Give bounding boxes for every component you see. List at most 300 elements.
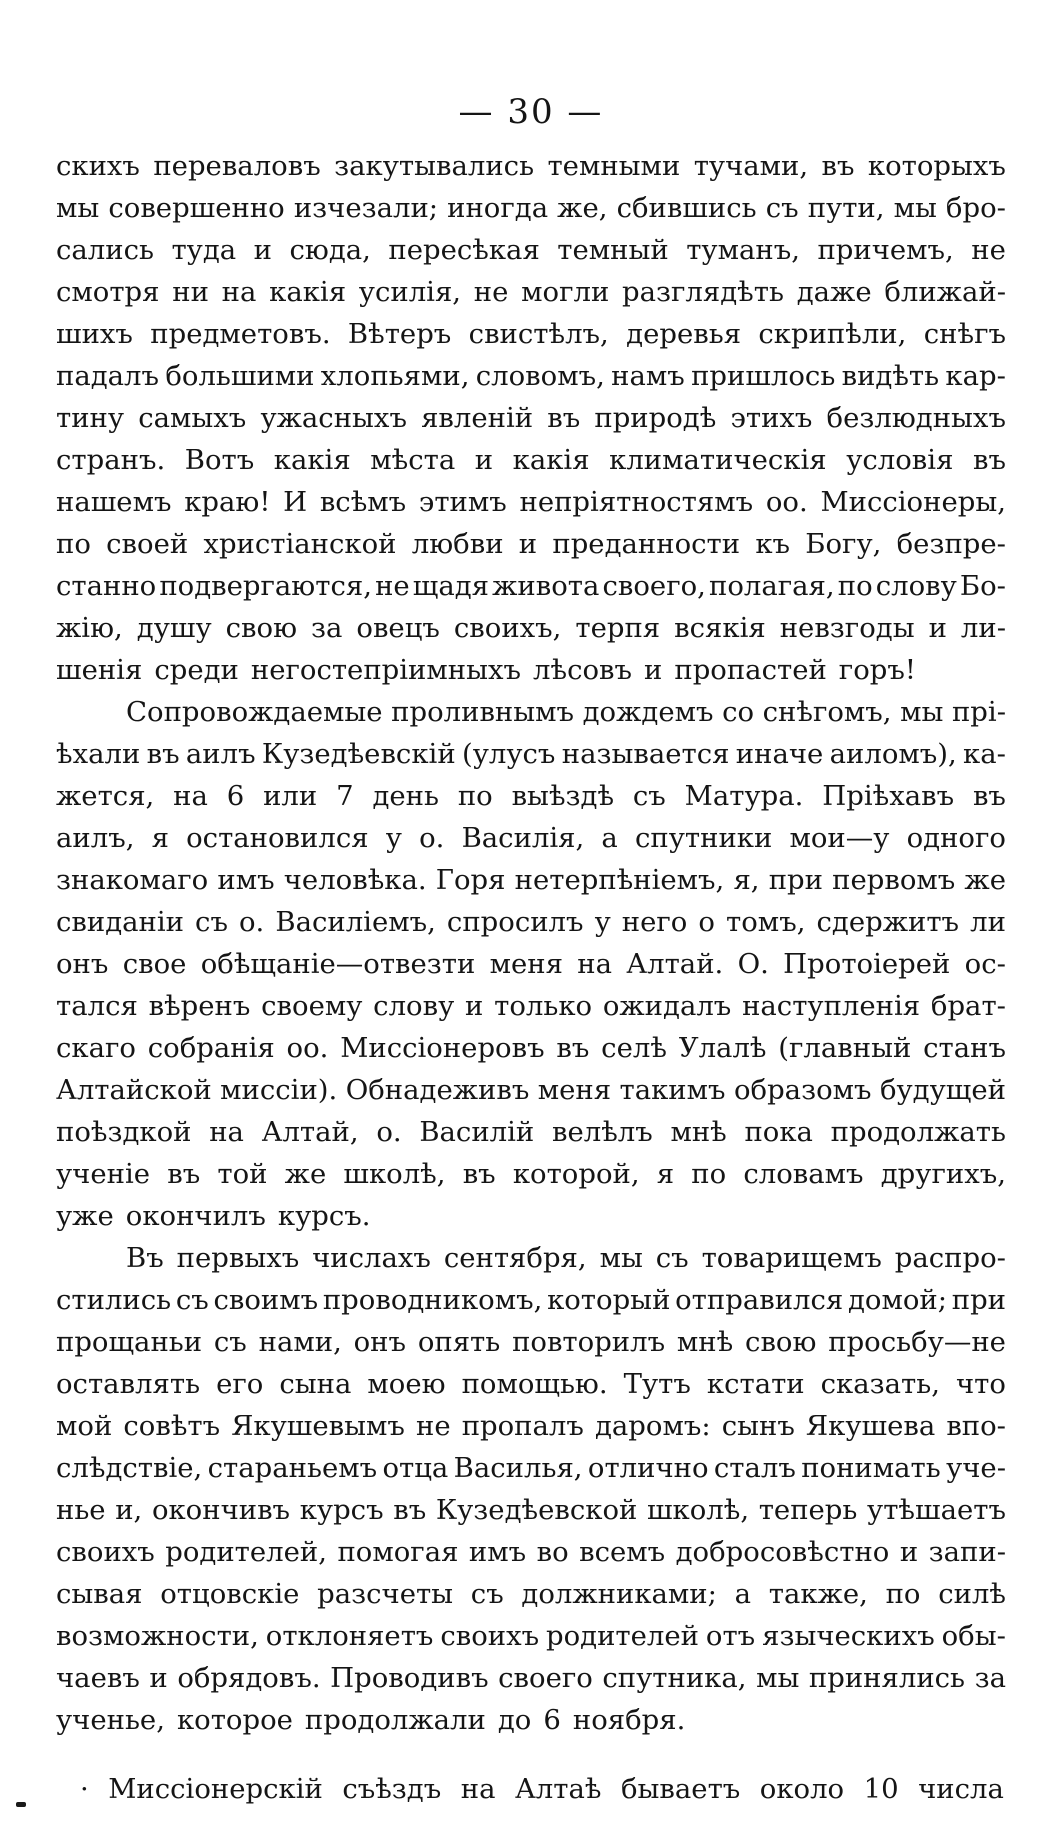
word: а — [734, 1578, 752, 1610]
text-line — [56, 985, 1006, 1027]
word: повторилъ — [512, 1326, 666, 1358]
word: брат- — [930, 990, 1006, 1022]
text-line — [56, 649, 1006, 691]
word: ближай- — [884, 276, 1006, 308]
word: сывая — [56, 1578, 143, 1610]
word: сентября, — [443, 1242, 587, 1274]
word: терпя — [575, 612, 661, 644]
word: окончивъ — [151, 1494, 291, 1526]
word: я — [151, 822, 169, 854]
word: которое — [176, 1704, 293, 1736]
word: принялись — [808, 1662, 966, 1694]
word: пока — [744, 1116, 813, 1148]
word: аилъ — [185, 738, 256, 770]
word: другихъ, — [880, 1158, 1006, 1190]
word: переваловъ — [153, 150, 321, 182]
word: всякія — [674, 612, 766, 644]
word: съ — [213, 1326, 247, 1358]
word: сбившись — [616, 192, 757, 224]
word: въ — [547, 402, 581, 434]
text-line — [56, 1363, 1006, 1405]
word: родителей — [546, 1620, 699, 1652]
word: и, — [115, 1494, 143, 1526]
word: тался — [56, 990, 138, 1022]
word: щадя — [412, 570, 490, 602]
word: 10 — [863, 1773, 899, 1805]
word: опять — [417, 1326, 501, 1358]
word: въ — [167, 1158, 201, 1190]
word: съ — [175, 1284, 209, 1316]
word: него — [621, 906, 688, 938]
word: помощью. — [461, 1368, 608, 1400]
word: селѣ — [601, 1032, 667, 1064]
word: о. — [239, 906, 265, 938]
word: онъ — [353, 1326, 407, 1358]
word: Василья, — [453, 1452, 583, 1484]
word: 7 — [336, 780, 354, 812]
word: спросилъ — [446, 906, 584, 938]
word: странъ. — [56, 444, 166, 476]
word: свое — [122, 948, 187, 980]
text-line — [56, 817, 1006, 859]
text-line — [56, 565, 1006, 607]
text-line — [56, 1489, 1006, 1531]
word: его — [216, 1368, 264, 1400]
word: могли — [521, 276, 610, 308]
word: душу — [136, 612, 212, 644]
word: во — [536, 1536, 569, 1568]
word: сюда, — [289, 234, 371, 266]
word: овецъ — [356, 612, 440, 644]
word: по — [691, 1158, 727, 1190]
word: слѣдствіе, — [56, 1452, 203, 1484]
word: при — [768, 864, 823, 896]
word: мы — [900, 696, 944, 728]
text-line — [56, 943, 1006, 985]
word: имъ — [468, 1536, 527, 1568]
word: Якушева — [805, 1410, 936, 1442]
word: скихъ — [56, 150, 140, 182]
word: видѣть — [841, 360, 940, 392]
word: тину — [56, 402, 125, 434]
word: ѣхали — [56, 738, 141, 770]
word: Алтайской — [56, 1074, 212, 1106]
text-line — [56, 1447, 1006, 1489]
word: кстати — [706, 1368, 805, 1400]
word: числахъ — [312, 1242, 431, 1274]
word: человѣка. — [283, 864, 427, 896]
word: уже — [56, 1200, 114, 1232]
word: собранія — [147, 1032, 275, 1064]
word: на — [221, 276, 257, 308]
word: не — [375, 570, 410, 602]
word: и — [518, 528, 538, 560]
word: о. — [419, 822, 445, 854]
word: миссіи). — [220, 1074, 338, 1106]
word: Протоіерей — [783, 948, 951, 980]
word: О. — [737, 948, 769, 980]
text-line — [56, 229, 1006, 271]
text-line — [56, 397, 1006, 439]
word: съ — [655, 1242, 689, 1274]
word: своихъ — [440, 1620, 540, 1652]
word: не — [415, 1410, 451, 1442]
word: своихъ, — [453, 612, 562, 644]
word: даже — [796, 276, 872, 308]
word: обы- — [941, 1620, 1006, 1652]
text-line — [56, 1279, 1006, 1321]
word: полагая, — [709, 570, 835, 602]
word: живота — [492, 570, 600, 602]
word: знакомаго — [56, 864, 209, 896]
word: своему — [261, 990, 363, 1022]
word: своего — [498, 1662, 593, 1694]
word: товарищемъ — [701, 1242, 882, 1274]
word: на — [460, 1773, 496, 1805]
word: аиломъ), — [829, 738, 957, 770]
word: какія — [269, 276, 347, 308]
word: окончилъ — [125, 1200, 266, 1232]
word: явленій — [421, 402, 534, 434]
word: Василіемъ, — [275, 906, 436, 938]
word: туманъ, — [686, 234, 800, 266]
word: сказать, — [820, 1368, 940, 1400]
word: Пріѣхавъ — [822, 780, 955, 812]
word: съ — [632, 780, 666, 812]
word: Василій — [419, 1116, 535, 1148]
word: въ — [556, 1032, 590, 1064]
word: пришлось — [691, 360, 836, 392]
word: мои—у — [789, 822, 890, 854]
word: у — [385, 822, 402, 854]
word: курсъ — [299, 1494, 384, 1526]
text-line — [56, 859, 1006, 901]
word: на — [173, 780, 208, 812]
word: день — [372, 780, 439, 812]
word: смотря — [56, 276, 160, 308]
word: этимъ — [418, 486, 507, 518]
word: въ — [393, 1494, 427, 1526]
word: должниками; — [521, 1578, 717, 1610]
word: онъ — [56, 948, 109, 980]
word: мы — [756, 1662, 800, 1694]
word: бро- — [945, 192, 1006, 224]
word: своего, — [602, 570, 706, 602]
word: безпре- — [896, 528, 1006, 560]
word: остановился — [186, 822, 369, 854]
word: Алтаѣ — [514, 1773, 602, 1805]
word: среди — [154, 654, 239, 686]
word: даромъ: — [594, 1410, 711, 1442]
word: съ — [470, 1578, 504, 1610]
word: Матура. — [684, 780, 804, 812]
word: непріятностямъ — [519, 486, 754, 518]
word: Вотъ — [184, 444, 255, 476]
word: меня — [489, 948, 563, 980]
word: что — [955, 1368, 1006, 1400]
word: Миссіонеровъ — [340, 1032, 545, 1064]
word: просьбу—не — [828, 1326, 1006, 1358]
word: спутники — [634, 822, 773, 854]
word: сдержитъ — [816, 906, 960, 938]
word: же, — [557, 192, 608, 224]
word: отклоняетъ — [265, 1620, 434, 1652]
word: который — [547, 1284, 671, 1316]
word: отцовскіе — [160, 1578, 300, 1610]
word: и — [644, 654, 663, 686]
word: въ — [821, 150, 855, 182]
word: изчезали; — [293, 192, 439, 224]
word: темными — [547, 150, 681, 182]
word: моею — [367, 1368, 446, 1400]
text-line — [56, 1027, 1006, 1069]
word: Якушевымъ — [231, 1410, 405, 1442]
word: только — [494, 990, 593, 1022]
word: меня — [537, 1074, 612, 1106]
text-line — [56, 1657, 1006, 1699]
word: при — [951, 1284, 1006, 1316]
word: ос- — [964, 948, 1006, 980]
word: называется — [561, 738, 730, 770]
word: мнѣ — [670, 1116, 727, 1148]
word: добросовѣстно — [675, 1536, 890, 1568]
word: скаго — [56, 1032, 136, 1064]
word: велѣлъ — [551, 1116, 653, 1148]
word: нами, — [258, 1326, 342, 1358]
word: мы — [599, 1242, 643, 1274]
word: прі- — [951, 696, 1006, 728]
word: не — [971, 234, 1006, 266]
word: тучами, — [693, 150, 809, 182]
word: поѣздкой — [56, 1116, 192, 1148]
word: наступленія — [742, 990, 921, 1022]
text-line — [56, 1195, 1006, 1237]
word: которой, — [512, 1158, 640, 1190]
word: туда — [171, 234, 237, 266]
word: ли- — [960, 612, 1006, 644]
word: свистѣлъ, — [468, 318, 609, 350]
word: нье — [56, 1494, 106, 1526]
word: оо. — [286, 1032, 329, 1064]
word: такимъ — [619, 1074, 726, 1106]
text-line — [56, 1405, 1006, 1447]
text-line — [56, 271, 1006, 313]
word: на — [577, 948, 612, 980]
word: въ — [972, 444, 1006, 476]
word: и — [928, 612, 947, 644]
word: впо- — [946, 1410, 1006, 1442]
word: кар- — [945, 360, 1006, 392]
word: совершенно — [108, 192, 285, 224]
word: свиданіи — [56, 906, 184, 938]
word: скрипѣли, — [758, 318, 907, 350]
page-number: — 30 — — [458, 92, 604, 132]
word: будущей — [879, 1074, 1006, 1106]
word: ка- — [963, 738, 1006, 770]
word: какія — [273, 444, 351, 476]
word: за — [311, 612, 343, 644]
word: имъ — [217, 864, 275, 896]
word: теперь — [758, 1494, 858, 1526]
text-line — [56, 1573, 1006, 1615]
word: станно — [56, 570, 157, 602]
word: обѣщаніе—отвезти — [200, 948, 476, 980]
word: Бо- — [959, 570, 1006, 602]
word: усилія, — [358, 276, 462, 308]
text-line — [56, 733, 1006, 775]
word: я, — [733, 864, 760, 896]
word: по — [837, 570, 873, 602]
word: словомъ, — [475, 360, 605, 392]
word: христіанской — [203, 528, 397, 560]
word: ни — [172, 276, 209, 308]
word: ноября. — [572, 1704, 686, 1736]
word: всѣмъ — [319, 486, 407, 518]
word: слову — [875, 570, 957, 602]
word: первомъ — [832, 864, 956, 896]
word: сталъ — [713, 1452, 796, 1484]
word: Улалѣ — [678, 1032, 767, 1064]
word: съ — [765, 192, 799, 224]
word: Кузедѣевской — [435, 1494, 638, 1526]
word: подвергаются, — [159, 570, 372, 602]
word: мы — [893, 192, 937, 224]
word: дождемъ — [582, 696, 714, 728]
word: за — [974, 1662, 1006, 1694]
text-line — [56, 1111, 1006, 1153]
body-text — [56, 145, 1006, 1741]
word: о — [698, 906, 715, 938]
word: предметовъ. — [150, 318, 331, 350]
word: большими — [165, 360, 315, 392]
word: Миссіонерскій — [108, 1773, 323, 1805]
text-line — [56, 1153, 1006, 1195]
word: той — [217, 1158, 268, 1190]
word: по — [56, 528, 91, 560]
word: ученье, — [56, 1704, 165, 1736]
text-line — [56, 355, 1006, 397]
word: аилъ, — [56, 822, 135, 854]
word: въ — [462, 1158, 496, 1190]
text-line — [56, 1615, 1006, 1657]
word: ужасныхъ — [260, 402, 407, 434]
word: обрядовъ. — [177, 1662, 321, 1694]
word: пути, — [807, 192, 885, 224]
word: мнѣ — [676, 1326, 734, 1358]
word: темный — [557, 234, 669, 266]
word: языческихъ — [762, 1620, 935, 1652]
word: Сопровождаемые — [126, 696, 383, 728]
text-line — [56, 523, 1006, 565]
text-line — [56, 1069, 1006, 1111]
word: ученіе — [56, 1158, 151, 1190]
word: выѣздѣ — [511, 780, 615, 812]
word: сынъ — [721, 1410, 795, 1442]
word: не — [473, 276, 509, 308]
text-line — [56, 1531, 1006, 1573]
word: образомъ — [733, 1074, 872, 1106]
word: утѣшаетъ — [867, 1494, 1006, 1526]
word: по — [457, 780, 493, 812]
paragraph — [56, 691, 1006, 1237]
word: своей — [106, 528, 189, 560]
word: отлично — [587, 1452, 709, 1484]
footnote — [80, 1768, 1004, 1810]
word: со — [722, 696, 755, 728]
word: до — [497, 1704, 532, 1736]
ink-speck — [16, 1802, 26, 1807]
word: иначе — [735, 738, 824, 770]
word: продолжали — [304, 1704, 486, 1736]
word: пропалъ — [461, 1410, 584, 1442]
word: бываетъ — [620, 1773, 741, 1805]
text-line — [56, 187, 1006, 229]
word: проводникомъ, — [322, 1284, 543, 1316]
word: этихъ — [730, 402, 813, 434]
text-line — [56, 145, 1006, 187]
word: природѣ — [594, 402, 717, 434]
word: Горя — [435, 864, 506, 896]
word: понимать — [801, 1452, 941, 1484]
word: Алтай. — [626, 948, 724, 980]
word: проливнымъ — [391, 696, 575, 728]
word: у — [594, 906, 611, 938]
word: прощаньи — [56, 1326, 203, 1358]
word: · — [80, 1773, 89, 1805]
word: всемъ — [579, 1536, 666, 1568]
word: на — [209, 1116, 244, 1148]
word: по — [885, 1578, 921, 1610]
word: Вѣтеръ — [347, 318, 452, 350]
word: краю! — [184, 486, 271, 518]
word: числа — [918, 1773, 1004, 1805]
word: мѣста — [370, 444, 456, 476]
word: лѣсовъ — [533, 654, 633, 686]
word: ожидалъ — [602, 990, 732, 1022]
paragraph — [56, 1237, 1006, 1741]
word: домой; — [847, 1284, 948, 1316]
word: отправился — [675, 1284, 844, 1316]
word: сались — [56, 234, 154, 266]
word: Тутъ — [623, 1368, 691, 1400]
word: 6 — [226, 780, 245, 812]
word: климатическія — [609, 444, 827, 476]
word: намъ — [611, 360, 685, 392]
word: курсъ. — [277, 1200, 371, 1232]
text-line — [56, 775, 1006, 817]
word: спутника, — [602, 1662, 747, 1694]
word: продолжать — [830, 1116, 1006, 1148]
word: условія — [846, 444, 954, 476]
word: Василія, — [461, 822, 585, 854]
word: стились — [56, 1284, 172, 1316]
word: родителей, — [165, 1536, 327, 1568]
word: снѣгъ — [923, 318, 1006, 350]
word: горъ! — [838, 654, 916, 686]
word: мой — [56, 1410, 113, 1442]
word: снѣгомъ, — [762, 696, 892, 728]
word: съѣздъ — [342, 1773, 442, 1805]
word: и — [474, 444, 494, 476]
word: шенія — [56, 654, 143, 686]
word: преданности — [552, 528, 741, 560]
word: и — [149, 1662, 168, 1694]
word: силѣ — [938, 1578, 1006, 1610]
word: одного — [906, 822, 1006, 854]
word: запи- — [928, 1536, 1006, 1568]
word: вѣренъ — [148, 990, 251, 1022]
word: пропастей — [674, 654, 827, 686]
